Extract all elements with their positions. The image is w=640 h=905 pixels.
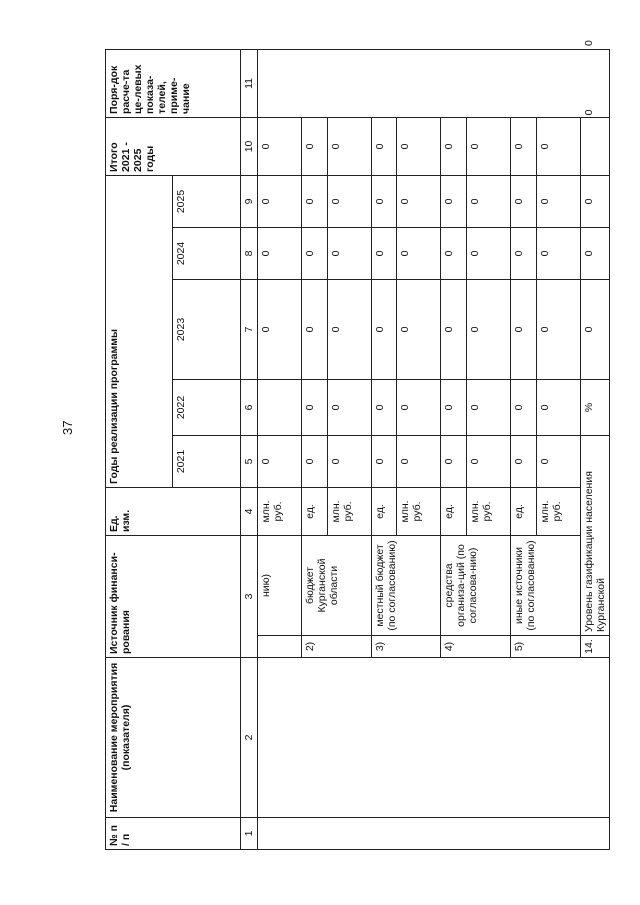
value-cell: 0 bbox=[536, 227, 580, 279]
header-total: Итого 2021 - 2025 годы bbox=[106, 117, 241, 175]
value-cell: 0 bbox=[371, 379, 397, 435]
value-cell: 0 bbox=[441, 279, 467, 379]
value-cell: 0 bbox=[327, 279, 371, 379]
value-cell: 0 bbox=[371, 435, 397, 487]
header-no: № п / п bbox=[106, 818, 241, 850]
unit-cell: млн. руб. bbox=[467, 487, 511, 535]
total-cell: 0 bbox=[441, 117, 467, 175]
value-cell: 0 bbox=[511, 279, 537, 379]
rotated-table-wrapper bbox=[105, 40, 610, 850]
value-cell: 0 bbox=[467, 279, 511, 379]
source-label: бюджет Курганской области bbox=[301, 535, 371, 635]
source-index: 2) bbox=[301, 636, 371, 658]
continuation-row bbox=[257, 49, 301, 849]
col-number: 9 bbox=[240, 175, 257, 227]
value-cell: 0 bbox=[327, 227, 371, 279]
row-14: 14. Уровень газификации населения Курганской % 0 0 0 0 0 bbox=[581, 49, 610, 849]
value-cell: 0 bbox=[441, 435, 467, 487]
value-cell: 0 bbox=[581, 279, 610, 379]
value-cell: 0 bbox=[581, 175, 610, 227]
value-cell: 0 bbox=[257, 227, 301, 279]
unit-cell: млн. руб. bbox=[257, 487, 301, 535]
value-cell: 0 bbox=[257, 175, 301, 227]
value-cell: 0 bbox=[327, 435, 371, 487]
total-cell: 0 bbox=[257, 117, 301, 175]
header-row bbox=[106, 49, 173, 849]
value-cell: 0 bbox=[397, 175, 441, 227]
value-cell: 0 bbox=[301, 379, 327, 435]
source-index: 5) bbox=[511, 636, 581, 658]
header-year: 2022 bbox=[173, 379, 240, 435]
value-cell: 0 bbox=[327, 175, 371, 227]
value-cell: 0 bbox=[511, 227, 537, 279]
col-number: 7 bbox=[240, 279, 257, 379]
value-cell: 0 bbox=[397, 379, 441, 435]
value-cell: 0 bbox=[441, 227, 467, 279]
value-cell: 0 bbox=[511, 175, 537, 227]
total-cell: 0 bbox=[301, 117, 327, 175]
source-label: местный бюджет (по согласованию) bbox=[371, 535, 441, 635]
value-cell: 0 bbox=[257, 279, 301, 379]
value-cell: 0 bbox=[536, 379, 580, 435]
value-cell: 0 bbox=[467, 435, 511, 487]
value-cell: 0 bbox=[301, 279, 327, 379]
value-cell: 0 bbox=[441, 379, 467, 435]
col-number: 10 bbox=[240, 117, 257, 175]
value-cell: 0 bbox=[327, 379, 371, 435]
header-name: Наименование мероприятия (показателя) bbox=[106, 658, 241, 818]
value-cell: 0 bbox=[371, 175, 397, 227]
value-cell: 0 bbox=[581, 227, 610, 279]
indicator-name: Уровень газификации населения Курганской bbox=[581, 435, 610, 635]
column-number-row bbox=[240, 49, 257, 849]
value-cell: 0 bbox=[397, 435, 441, 487]
header-year: 2024 bbox=[173, 227, 240, 279]
page-number: 37 bbox=[60, 420, 75, 435]
unit-cell: % bbox=[581, 379, 610, 435]
value-cell: 0 bbox=[371, 279, 397, 379]
unit-cell: ед. bbox=[441, 487, 467, 535]
row-number: 14. bbox=[581, 636, 610, 658]
col-number: 8 bbox=[240, 227, 257, 279]
source-index: 4) bbox=[441, 636, 511, 658]
value-cell: 0 bbox=[467, 379, 511, 435]
header-year: 2021 bbox=[173, 435, 240, 487]
col-number: 4 bbox=[240, 487, 257, 535]
value-cell: 0 bbox=[581, 49, 610, 175]
col-number: 2 bbox=[240, 658, 257, 818]
source-label: средства организа-ций (по согласова-нию) bbox=[441, 535, 511, 635]
unit-cell: млн. руб. bbox=[397, 487, 441, 535]
value-cell: 0 bbox=[301, 227, 327, 279]
value-cell: 0 bbox=[257, 435, 301, 487]
value-cell: 0 bbox=[511, 435, 537, 487]
unit-cell: млн. руб. bbox=[327, 487, 371, 535]
col-number: 6 bbox=[240, 379, 257, 435]
source-tail: нию) bbox=[257, 535, 301, 635]
header-unit: Ед. изм. bbox=[106, 487, 241, 535]
col-number: 11 bbox=[240, 49, 257, 117]
total-cell: 0 bbox=[536, 117, 580, 175]
value-cell: 0 bbox=[301, 175, 327, 227]
total-cell: 0 bbox=[327, 117, 371, 175]
value-cell: 0 bbox=[467, 175, 511, 227]
value-cell: 0 bbox=[441, 175, 467, 227]
value-cell: 0 bbox=[467, 227, 511, 279]
value-cell: 0 bbox=[397, 279, 441, 379]
value-cell: 0 bbox=[511, 379, 537, 435]
col-number: 5 bbox=[240, 435, 257, 487]
header-year: 2025 bbox=[173, 175, 240, 227]
program-table bbox=[105, 40, 610, 850]
unit-cell: ед. bbox=[371, 487, 397, 535]
unit-cell: млн. руб. bbox=[536, 487, 580, 535]
value-cell: 0 bbox=[536, 175, 580, 227]
total-cell: 0 bbox=[511, 117, 537, 175]
total-cell: 0 bbox=[397, 117, 441, 175]
header-note: Поря-док расче-та це-левых показа-телей, приме-чание bbox=[106, 49, 241, 117]
total-cell: 0 bbox=[371, 117, 397, 175]
value-cell: 0 bbox=[397, 227, 441, 279]
value-cell: 0 bbox=[536, 279, 580, 379]
source-label: иные источники (по согласованию) bbox=[511, 535, 581, 635]
unit-cell: ед. bbox=[301, 487, 327, 535]
header-years-group: Годы реализации программы bbox=[106, 175, 173, 487]
col-number: 3 bbox=[240, 535, 257, 657]
header-source: Источник финанси-рования bbox=[106, 535, 241, 657]
col-number: 1 bbox=[240, 818, 257, 850]
value-cell: 0 bbox=[536, 435, 580, 487]
source-index: 3) bbox=[371, 636, 441, 658]
value-cell: 0 bbox=[301, 435, 327, 487]
value-cell: 0 bbox=[371, 227, 397, 279]
header-year: 2023 bbox=[173, 279, 240, 379]
unit-cell: ед. bbox=[511, 487, 537, 535]
total-cell: 0 bbox=[467, 117, 511, 175]
